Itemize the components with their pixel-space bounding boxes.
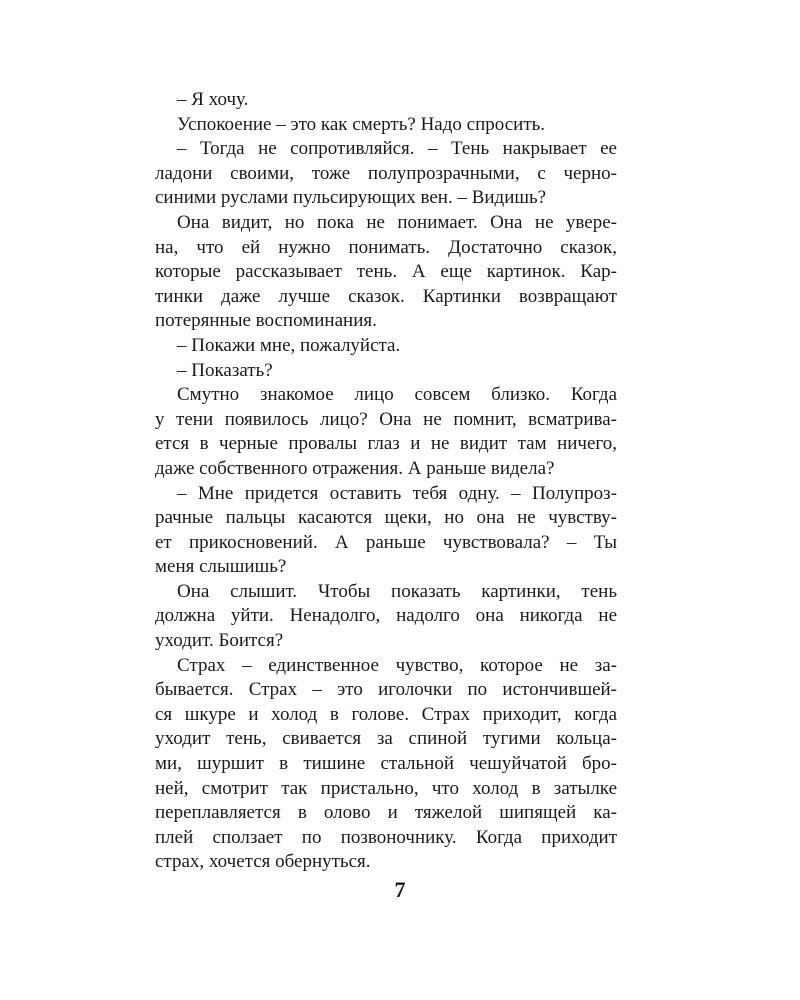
text-line: которые рассказывает тень. А еще картинок. Кар- [155, 261, 617, 283]
text-line: ми, шуршит в тишине стальной чешуйчатой бро- [155, 753, 617, 775]
text-line: у тени появилось лицо? Она не помнит, всматрива- [155, 408, 617, 430]
text-line: рачные пальцы касаются щеки, но она не чувству- [155, 507, 617, 529]
text-line: Смутно знакомое лицо совсем близко. Когда [177, 384, 617, 406]
text-line: ется в черные провалы глаз и не видит там ничего, [155, 433, 617, 455]
text-line: уходит. Боится? [155, 630, 284, 652]
text-line: Она слышит. Чтобы показать картинки, тень [177, 580, 617, 602]
text-line: ся шкуре и холод в голове. Страх приходит, когда [155, 703, 617, 725]
text-line: даже собственного отражения. А раньше видела? [155, 457, 555, 479]
text-line: потерянные воспоминания. [155, 310, 377, 332]
text-line: Страх – единственное чувство, которое не за- [177, 654, 617, 676]
text-line: – Тогда не сопротивляйся. – Тень накрывает ее [177, 138, 617, 160]
text-line: ладони своими, тоже полупрозрачными, с черно- [155, 162, 617, 184]
text-line: страх, хочется обернуться. [155, 851, 371, 873]
text-line: уходит тень, свивается за спиной тугими кольца- [155, 728, 617, 750]
text-line: – Мне придется оставить тебя одну. – Полупроз- [177, 482, 617, 504]
body-text [155, 88, 617, 875]
text-line: переплавляется в олово и тяжелой шипящей ка- [155, 802, 617, 824]
text-line: – Показать? [177, 359, 273, 381]
text-line: Она видит, но пока не понимает. Она не увере- [177, 211, 617, 233]
text-line: – Покажи мне, пожалуйста. [177, 334, 401, 356]
text-line: Успокоение – это как смерть? Надо спросить. [177, 113, 546, 135]
text-line: на, что ей нужно понимать. Достаточно сказок, [155, 236, 617, 258]
text-line: ней, смотрит так пристально, что холод в затылке [155, 777, 617, 799]
text-line: синими руслами пульсирующих вен. – Видишь? [155, 187, 547, 209]
text-line: тинки даже лучше сказок. Картинки возвращают [155, 285, 617, 307]
text-line: должна уйти. Ненадолго, надолго она никогда не [155, 605, 617, 627]
text-line: меня слышишь? [155, 556, 287, 578]
text-line: бывается. Страх – это иголочки по истончившей- [155, 679, 617, 701]
text-line: – Я хочу. [177, 89, 249, 110]
text-line: ет прикосновений. А раньше чувствовала? – Ты [155, 531, 617, 553]
page-number: 7 [394, 877, 406, 902]
text-line: плей сползает по позвоночнику. Когда приходит [155, 826, 617, 848]
